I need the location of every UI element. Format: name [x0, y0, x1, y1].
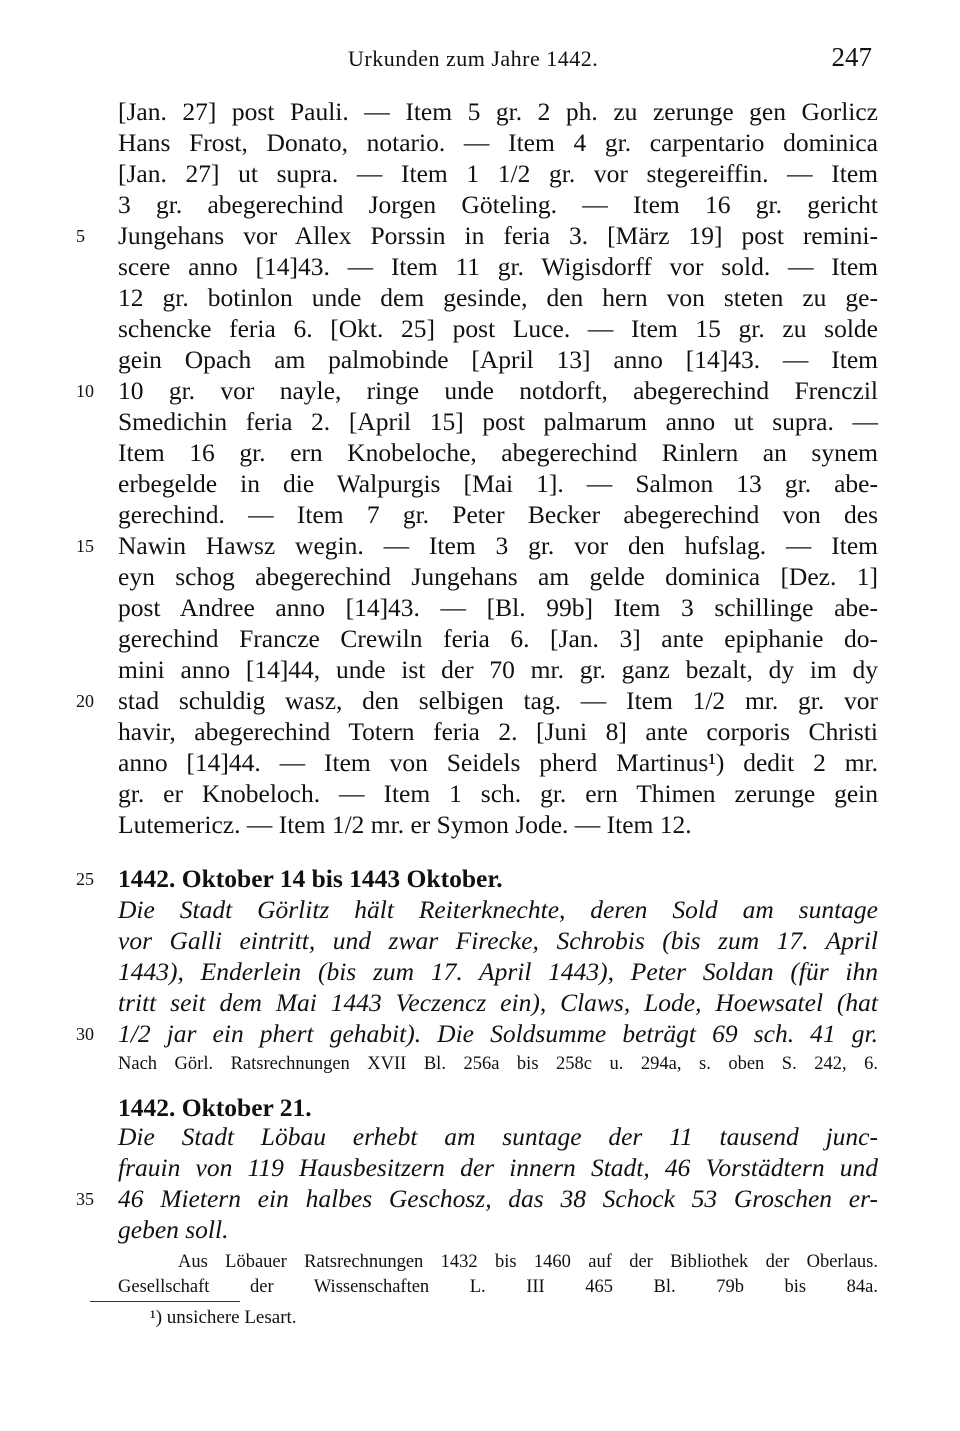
source-note: Gesellschaft der Wissenschaften L. III 465 Bl. 79b bis 84a.: [118, 1277, 878, 1297]
line-number: 35: [76, 1189, 94, 1209]
text-line: gerechind. — Item 7 gr. Peter Becker abegerechind von des: [118, 500, 878, 529]
entry-text-line: Die Stadt Löbau erhebt am suntage der 11 tausend junc-: [118, 1122, 878, 1151]
text-line: gr. er Knobeloch. — Item 1 sch. gr. ern Thimen zerunge gein: [118, 779, 878, 808]
entry-text-line: geben soll.: [118, 1215, 229, 1244]
page-header: [118, 42, 878, 82]
text-line: Hans Frost, Donato, notario. — Item 4 gr. carpentario dominica: [118, 128, 878, 157]
text-line: Nawin Hawsz wegin. — Item 3 gr. vor den hufslag. — Item: [118, 531, 878, 560]
entry-text-line: frauin von 119 Hausbesitzern der innern Stadt, 46 Vorstädtern und: [118, 1153, 878, 1182]
line-number: 10: [76, 381, 94, 401]
line-number: 20: [76, 691, 94, 711]
entry-text-line: 1443), Enderlein (bis zum 17. April 1443), Peter Soldan (für ihn: [118, 957, 878, 986]
entry-heading: 1442. Oktober 21.: [118, 1093, 312, 1122]
source-note: Aus Löbauer Ratsrechnungen 1432 bis 1460 auf der Bibliothek der Oberlaus.: [178, 1252, 878, 1272]
text-line: Lutemericz. — Item 1/2 mr. er Symon Jode. — Item 12.: [118, 810, 692, 839]
text-line: 3 gr. abegerechind Jorgen Göteling. — Item 16 gr. gericht: [118, 190, 878, 219]
text-line: havir, abegerechind Totern feria 2. [Juni 8] ante corporis Christi: [118, 717, 878, 746]
text-line: [Jan. 27] post Pauli. — Item 5 gr. 2 ph. zu zerunge gen Gorlicz: [118, 97, 878, 126]
text-line: schencke feria 6. [Okt. 25] post Luce. — Item 15 gr. zu solde: [118, 314, 878, 343]
text-line: 10 gr. vor nayle, ringe unde notdorft, abegerechind Frenczil: [118, 376, 878, 405]
entry-text-line: 1/2 jar ein phert gehabit). Die Soldsumme beträgt 69 sch. 41 gr.: [118, 1019, 878, 1048]
text-line: stad schuldig wasz, den selbigen tag. — Item 1/2 mr. gr. vor: [118, 686, 878, 715]
line-number: 15: [76, 536, 94, 556]
line-number: 5: [76, 226, 85, 246]
entry-text-line: vor Galli eintritt, und zwar Firecke, Schrobis (bis zum 17. April: [118, 926, 878, 955]
text-line: anno [14]44. — Item von Seidels pherd Martinus¹) dedit 2 mr.: [118, 748, 878, 777]
source-note: Nach Görl. Ratsrechnungen XVII Bl. 256a bis 258c u. 294a, s. oben S. 242, 6.: [118, 1054, 878, 1074]
text-line: scere anno [14]43. — Item 11 gr. Wigisdorff vor sold. — Item: [118, 252, 878, 281]
entry-text-line: tritt seit dem Mai 1443 Veczencz ein), Claws, Lode, Hoewsatel (hat: [118, 988, 878, 1017]
footnote: ¹) unsichere Lesart.: [150, 1307, 297, 1328]
entry-text-line: 46 Mietern ein halbes Geschosz, das 38 Schock 53 Groschen er-: [118, 1184, 878, 1213]
text-line: Jungehans vor Allex Porssin in feria 3. [März 19] post remini-: [118, 221, 878, 250]
line-number: 30: [76, 1024, 94, 1044]
text-line: Smedichin feria 2. [April 15] post palmarum anno ut supra. —: [118, 407, 878, 436]
text-line: erbegelde in die Walpurgis [Mai 1]. — Salmon 13 gr. abe-: [118, 469, 878, 498]
entry-text-line: Die Stadt Görlitz hält Reiterknechte, deren Sold am suntage: [118, 895, 878, 924]
text-line: gerechind Francze Crewiln feria 6. [Jan. 3] ante epiphanie do-: [118, 624, 878, 653]
text-line: mini anno [14]44, unde ist der 70 mr. gr. ganz bezalt, dy im dy: [118, 655, 878, 684]
line-number: 25: [76, 869, 94, 889]
text-line: 12 gr. botinlon unde dem gesinde, den hern von steten zu ge-: [118, 283, 878, 312]
text-line: eyn schog abegerechind Jungehans am gelde dominica [Dez. 1]: [118, 562, 878, 591]
text-line: gein Opach am palmobinde [April 13] anno [14]43. — Item: [118, 345, 878, 374]
page-number: 247: [831, 42, 872, 72]
entry-heading: 1442. Oktober 14 bis 1443 Oktober.: [118, 864, 503, 893]
text-line: post Andree anno [14]43. — [Bl. 99b] Item 3 schillinge abe-: [118, 593, 878, 622]
running-title: Urkunden zum Jahre 1442.: [348, 46, 599, 71]
footnote-divider: [90, 1301, 240, 1302]
text-line: Item 16 gr. ern Knobeloche, abegerechind Rinlern an synem: [118, 438, 878, 467]
text-line: [Jan. 27] ut supra. — Item 1 1/2 gr. vor stegereiffin. — Item: [118, 159, 878, 188]
